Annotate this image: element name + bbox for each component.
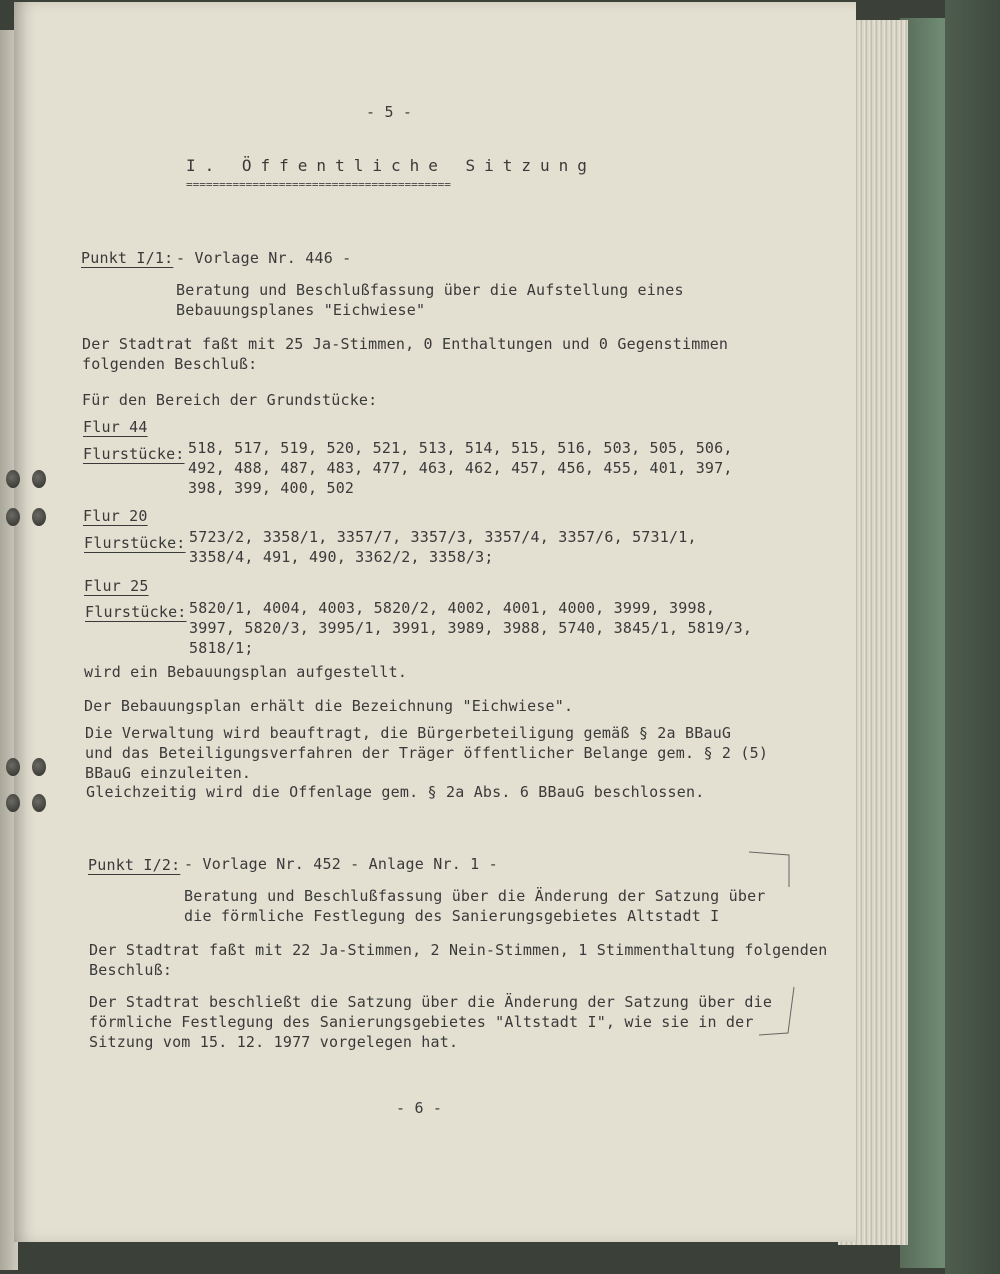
punkt-2-label: Punkt I/2: bbox=[88, 856, 181, 874]
punkt-2-decision-2: förmliche Festlegung des Sanierungsgebietes "Altstadt I", wie sie in der bbox=[89, 1013, 754, 1031]
flur-44-label: Flur 44 bbox=[83, 418, 148, 436]
flur-44-line-2: 492, 488, 487, 483, 477, 463, 462, 457, 456, 455, 401, 397, bbox=[188, 459, 733, 477]
punkt-1-subject-1: Beratung und Beschlußfassung über die Aufstellung eines bbox=[176, 281, 684, 299]
punkt-1-subject-2: Bebauungsplanes "Eichwiese" bbox=[176, 301, 426, 319]
punch-hole bbox=[6, 470, 20, 488]
flur-44-flurstuecke-label: Flurstücke: bbox=[83, 445, 185, 463]
punkt-2-vorlage: - Vorlage Nr. 452 - Anlage Nr. 1 - bbox=[184, 855, 498, 873]
punkt-1-verwaltung-2: und das Beteiligungsverfahren der Träger öffentlicher Belange gem. § 2 (5) bbox=[85, 744, 769, 762]
punch-hole bbox=[6, 758, 20, 776]
punkt-2-vote-1: Der Stadtrat faßt mit 22 Ja-Stimmen, 2 Nein-Stimmen, 1 Stimmenthaltung folgenden bbox=[89, 941, 828, 959]
punch-hole bbox=[6, 794, 20, 812]
punkt-2-decision-3: Sitzung vom 15. 12. 1977 vorgelegen hat. bbox=[89, 1033, 459, 1051]
flur-25-line-2: 3997, 5820/3, 3995/1, 3991, 3989, 3988, 5740, 3845/1, 5819/3, bbox=[189, 619, 753, 637]
flur-25-line-1: 5820/1, 4004, 4003, 5820/2, 4002, 4001, 4000, 3999, 3998, bbox=[189, 599, 716, 617]
page-number-bottom: - 6 - bbox=[396, 1099, 443, 1117]
binder-edge bbox=[945, 0, 1000, 1274]
punch-hole bbox=[6, 508, 20, 526]
punkt-2-vote-2: Beschluß: bbox=[89, 961, 173, 979]
section-title: I. Öffentliche Sitzung bbox=[186, 156, 596, 175]
punkt-1-label: Punkt I/1: bbox=[81, 249, 174, 267]
flur-20-label: Flur 20 bbox=[83, 507, 148, 525]
punkt-1-vorlage: - Vorlage Nr. 446 - bbox=[176, 249, 352, 267]
flur-20-line-1: 5723/2, 3358/1, 3357/7, 3357/3, 3357/4, 3357/6, 5731/1, bbox=[189, 528, 697, 546]
punkt-1-intro: Für den Bereich der Grundstücke: bbox=[82, 391, 378, 409]
flur-20-line-2: 3358/4, 491, 490, 3362/2, 3358/3; bbox=[189, 548, 494, 566]
punkt-1-bezeichnung: Der Bebauungsplan erhält die Bezeichnung "Eichwiese". bbox=[84, 697, 574, 715]
flur-20-flurstuecke-label: Flurstücke: bbox=[84, 534, 186, 552]
flur-44-line-1: 518, 517, 519, 520, 521, 513, 514, 515, 516, 503, 505, 506, bbox=[188, 439, 733, 457]
punkt-1-vote-1: Der Stadtrat faßt mit 25 Ja-Stimmen, 0 Enthaltungen und 0 Gegenstimmen bbox=[82, 335, 729, 353]
punkt-2-subject-1: Beratung und Beschlußfassung über die Änderung der Satzung über bbox=[184, 887, 766, 905]
flur-25-label: Flur 25 bbox=[84, 577, 149, 595]
punkt-1-vote-2: folgenden Beschluß: bbox=[82, 355, 258, 373]
title-double-rule: ======================================== bbox=[186, 178, 451, 191]
punkt-1-verwaltung-1: Die Verwaltung wird beauftragt, die Bürgerbeteiligung gemäß § 2a BBauG bbox=[85, 724, 732, 742]
document-page bbox=[14, 2, 856, 1242]
punkt-1-offenlage: Gleichzeitig wird die Offenlage gem. § 2a Abs. 6 BBauG beschlossen. bbox=[86, 783, 705, 801]
punkt-1-aufgestellt: wird ein Bebauungsplan aufgestellt. bbox=[84, 663, 408, 681]
punkt-2-subject-2: die förmliche Festlegung des Sanierungsgebietes Altstadt I bbox=[184, 907, 720, 925]
punch-hole bbox=[32, 794, 46, 812]
punkt-2-decision-1: Der Stadtrat beschließt die Satzung über die Änderung der Satzung über die bbox=[89, 993, 773, 1011]
flur-25-line-3: 5818/1; bbox=[189, 639, 254, 657]
punch-hole bbox=[32, 508, 46, 526]
margin-bracket-mark bbox=[744, 847, 804, 1047]
flur-25-flurstuecke-label: Flurstücke: bbox=[85, 603, 187, 621]
page-number-top: - 5 - bbox=[366, 103, 413, 121]
punch-hole bbox=[32, 758, 46, 776]
punch-hole bbox=[32, 470, 46, 488]
flur-44-line-3: 398, 399, 400, 502 bbox=[188, 479, 355, 497]
punkt-1-verwaltung-3: BBauG einzuleiten. bbox=[85, 764, 252, 782]
